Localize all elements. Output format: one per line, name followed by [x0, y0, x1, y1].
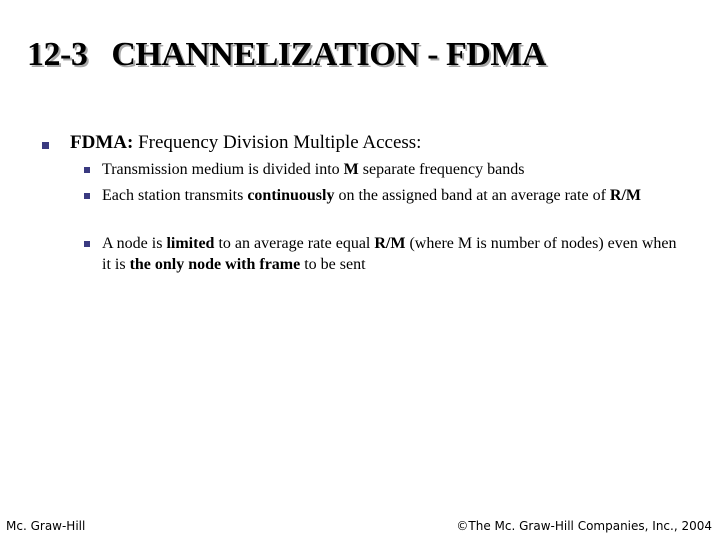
sub-bullet-segment: A node is: [102, 235, 167, 252]
sub-bullet-emphasis: R/M: [374, 235, 406, 252]
sub-bullet-emphasis: R/M: [609, 187, 641, 204]
main-bullet-text: [70, 132, 421, 154]
sub-bullet-segment: to be sent: [300, 256, 366, 273]
sub-bullet-segment: Transmission medium is divided into: [102, 161, 344, 178]
sub-bullet-text: [102, 159, 684, 180]
sub-bullet-segment: to an average rate equal: [214, 235, 375, 252]
sub-bullet-emphasis: continuously: [247, 187, 335, 204]
sub-bullet-text: [102, 185, 684, 206]
sub-bullet-segment: on the assigned band at an average rate of: [334, 187, 610, 204]
sub-bullet-emphasis: limited: [166, 235, 215, 252]
sub-bullet-text: [102, 233, 684, 275]
square-bullet-icon: [84, 193, 90, 199]
sub-bullet-emphasis: the only node with frame: [129, 256, 301, 273]
slide-title: 12-3 CHANNELIZATION - FDMA: [27, 36, 546, 73]
square-bullet-icon: [42, 142, 49, 149]
sub-bullet-emphasis: M: [343, 161, 359, 178]
square-bullet-icon: [84, 167, 90, 173]
main-bullet-term: FDMA:: [70, 132, 134, 153]
sub-bullet-segment: separate frequency bands: [358, 161, 525, 178]
square-bullet-icon: [84, 241, 90, 247]
footer-publisher: Mc. Graw-Hill: [6, 519, 86, 533]
sub-bullet-segment: Each station transmits: [102, 187, 248, 204]
main-bullet-description: Frequency Division Multiple Access:: [133, 132, 422, 153]
sub-bullet-segment: (where M is number of nodes) even when it is: [102, 235, 677, 273]
footer-copyright: ©The Mc. Graw-Hill Companies, Inc., 2004: [456, 519, 712, 533]
